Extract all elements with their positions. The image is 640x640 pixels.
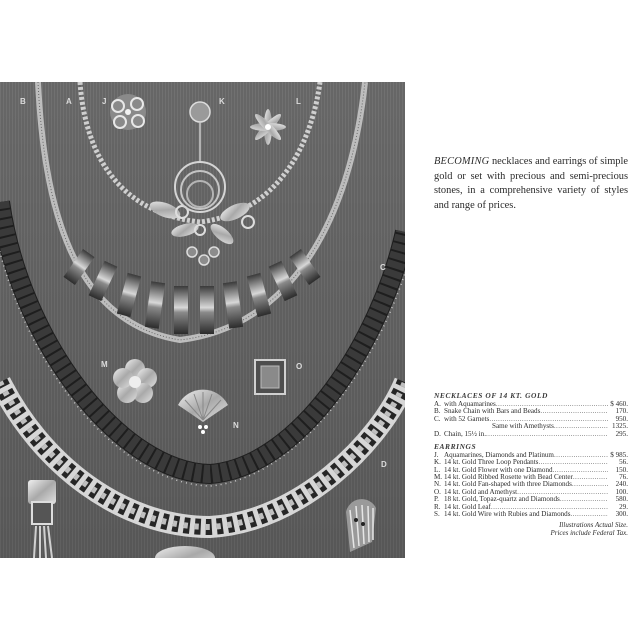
price-list bbox=[434, 392, 628, 537]
intro-paragraph bbox=[434, 155, 628, 213]
price-row: D. Chain, 15½ in. ..... 295. bbox=[434, 431, 628, 438]
price-row: S. 14 kt. Gold Wire with Rubies and Diamonds ..... 300. bbox=[434, 511, 628, 518]
price-row: Same with Amethysts ..... 1325. bbox=[434, 423, 628, 430]
photo-label-d: D bbox=[381, 460, 387, 469]
price-row: B. Snake Chain with Bars and Beads ..... 170. bbox=[434, 408, 628, 415]
photo-label-c: C bbox=[380, 263, 386, 272]
price-row: K. 14 kt. Gold Three Loop Pendants ..... 56. bbox=[434, 459, 628, 466]
photo-label-b: B bbox=[20, 97, 26, 106]
earring-j bbox=[110, 94, 146, 130]
price-row: L. 14 kt. Gold Flower with one Diamond ..... 150. bbox=[434, 467, 628, 474]
photo-label-k: K bbox=[219, 97, 225, 106]
photo-label-j: J bbox=[102, 97, 107, 106]
jewelry-photograph bbox=[0, 82, 405, 558]
price-row: C. with 52 Garnets ..... 950. bbox=[434, 416, 628, 423]
earrings-heading: EARRINGS bbox=[434, 441, 477, 451]
footnote-prices: Prices include Federal Tax. bbox=[550, 528, 628, 537]
necklaces-heading: NECKLACES OF 14 KT. GOLD bbox=[434, 391, 548, 400]
price-row: R. 14 kt. Gold Leaf ..... 29. bbox=[434, 504, 628, 511]
jewelry-illustration bbox=[0, 82, 405, 558]
intro-text: necklaces and earrings of simple gold or set with precious and semi-precious stones, in a comprehensive variety of styles and range of prices. bbox=[434, 156, 628, 211]
price-row: O. 14 kt. Gold and Amethyst ..... 100. bbox=[434, 489, 628, 496]
price-row: M. 14 kt. Gold Ribbed Rosette with Bead Center ..... 76. bbox=[434, 474, 628, 481]
earring-o bbox=[255, 360, 285, 394]
photo-label-m: M bbox=[101, 360, 108, 369]
price-row: N. 14 kt. Gold Fan-shaped with three Diamonds ..... 240. bbox=[434, 481, 628, 488]
price-row: P. 18 kt. Gold, Topaz-quartz and Diamonds ..... 580. bbox=[434, 496, 628, 503]
photo-label-a: A bbox=[66, 97, 72, 106]
photo-label-l: L bbox=[296, 97, 301, 106]
footnote-illustrations: Illustrations Actual Size. bbox=[559, 520, 628, 529]
earring-l bbox=[250, 109, 286, 145]
intro-lead: BECOMING bbox=[434, 156, 490, 167]
photo-label-o: O bbox=[296, 362, 303, 371]
price-row: A. with Aquamarines ..... $ 460. bbox=[434, 401, 628, 408]
photo-label-n: N bbox=[233, 421, 239, 430]
price-row: J. Aquamarines, Diamonds and Platinum ..... $ 985. bbox=[434, 452, 628, 459]
